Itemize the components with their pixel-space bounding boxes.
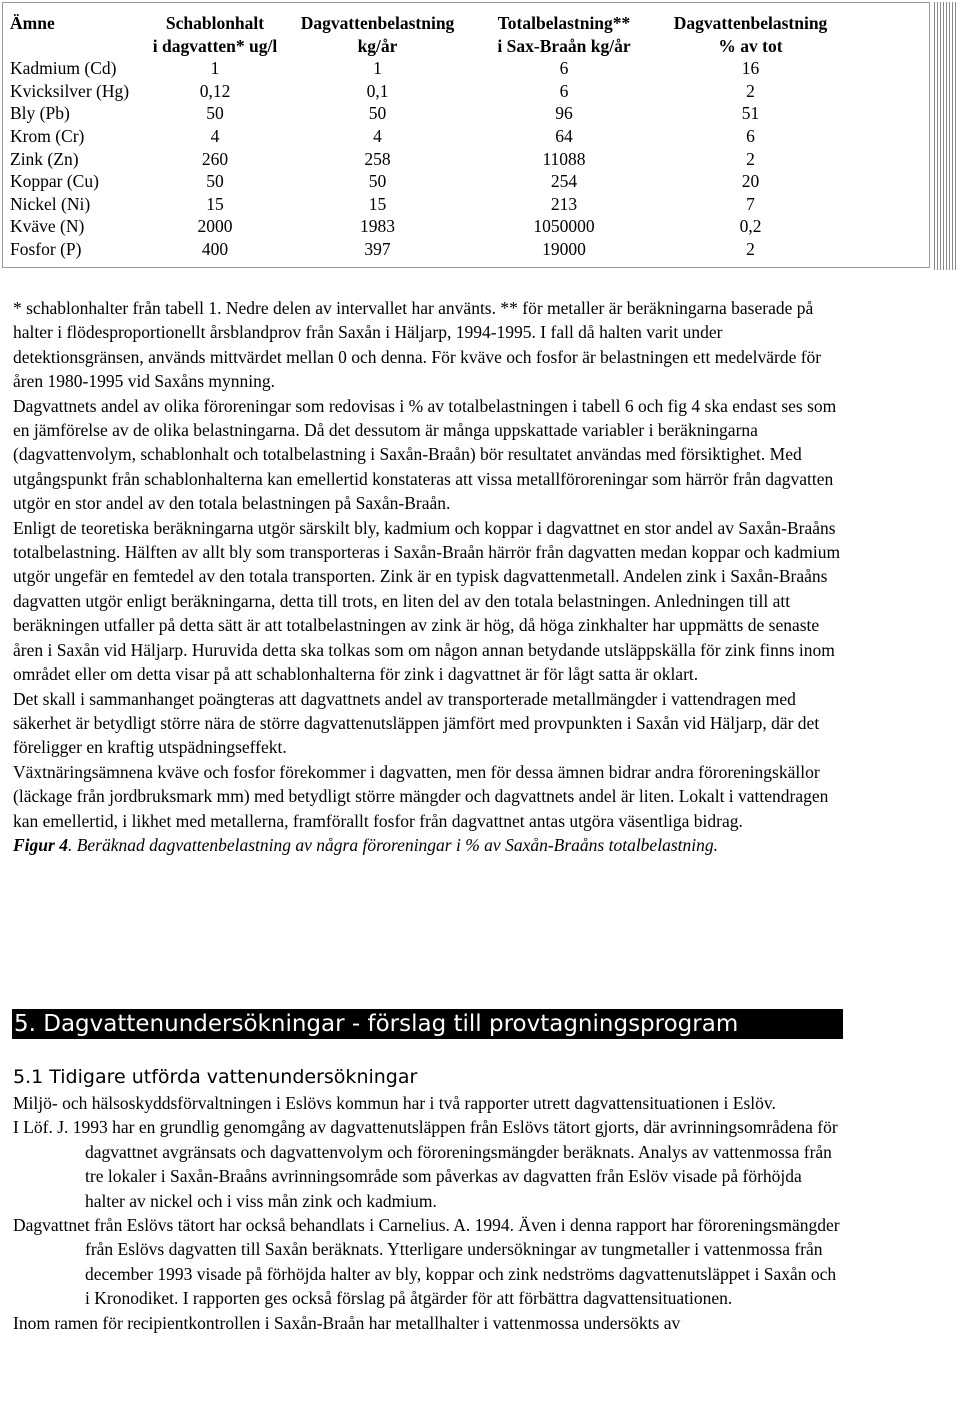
- cell: 2: [746, 80, 755, 101]
- cell: 6: [746, 125, 755, 146]
- cell: 2000: [197, 216, 233, 237]
- cell: 1983: [360, 216, 395, 237]
- table-row: [10, 193, 843, 216]
- reference-item: I Löf. J. 1993 har en grundlig genomgång av dagvattenutsläppen från Eslövs tätort gjorts, där avrinningsområdena för dagvattnet avgränsats och dagvattenvolym och föroreningsmängder beräknats. Analys av vattenmossa från tre lokaler i Saxån-Braåns avrinningsområde som påverkas av dagvatten från Eslöv visade på förhöjda halter av nickel och i viss mån zink och kadmium.: [13, 1117, 838, 1211]
- cell: 50: [368, 103, 387, 124]
- table-row: [10, 125, 843, 148]
- header-procent: Dagvattenbelastning % av tot: [673, 13, 828, 56]
- header-amne: Ämne: [10, 13, 55, 33]
- table-row: [10, 170, 843, 193]
- table-row: [10, 215, 843, 238]
- body-paragraph: Växtnäringsämnena kväve och fosfor förekommer i dagvatten, men för dessa ämnen bidrar andra föroreningskällor (läckage från jordbruksmark mm) med betydligt större mängder och dagvattnets andel är liten. Lokalt i vattendragen kan emellertid, i likhet med metallerna, framförallt fosfor från dagvattnet antas utgöra väsentliga bidrag.: [13, 761, 829, 831]
- cell: 96: [555, 103, 573, 124]
- footnote-paragraph: * schablonhalter från tabell 1. Nedre delen av intervallet har använts. ** för metaller är beräkningarna baserade på halter i flödesproportionellt årsblandprov från Saxån i Häljarp, 1994-1995. I fall då halten varit under detektionsgränsen, används mittvärdet mellan 0 och denna. För kväve och fosfor är belastningen ett medelvärde för åren 1980-1995 vid Saxåns mynning.: [13, 298, 822, 392]
- cell: 15: [368, 193, 387, 214]
- figure-caption: [13, 833, 843, 857]
- cell: 11088: [542, 148, 586, 169]
- table-row: [10, 102, 843, 125]
- cell: 2: [746, 148, 755, 169]
- cell: Kadmium (Cd): [10, 58, 117, 79]
- cell: Krom (Cr): [10, 125, 85, 146]
- table-header-row: [10, 12, 843, 57]
- cell: 16: [741, 58, 760, 79]
- cell: 1050000: [533, 216, 595, 237]
- cell: 1: [373, 58, 382, 79]
- figure-caption-text: . Beräknad dagvattenbelastning av några föroreningar i % av Saxån-Braåns totalbelastning.: [67, 834, 718, 855]
- pollution-table: [10, 12, 843, 261]
- cell: Koppar (Cu): [10, 171, 99, 192]
- cell: 260: [201, 148, 229, 169]
- section-heading: 5. Dagvattenundersökningar - förslag till provtagningsprogram: [12, 1009, 843, 1039]
- cell: 50: [206, 103, 224, 124]
- cell: 258: [364, 148, 391, 169]
- cell: 7: [746, 193, 755, 214]
- table-row: [10, 80, 843, 103]
- reference-item: Inom ramen för recipientkontrollen i Saxån-Braån har metallhalter i vattenmossa undersökts av: [13, 1312, 681, 1333]
- cell: Fosfor (P): [10, 238, 82, 259]
- header-schablonhalt: Schablonhalt i dagvatten* ug/l: [152, 13, 278, 56]
- cell: 1: [210, 58, 220, 79]
- cell: 4: [373, 125, 382, 146]
- cell: 15: [206, 193, 224, 214]
- cell: 0,12: [199, 80, 231, 101]
- cell: 6: [559, 80, 569, 101]
- cell: Nickel (Ni): [10, 193, 91, 214]
- reference-item: Miljö- och hälsoskyddsförvaltningen i Eslövs kommun har i två rapporter utrett dagvattensituationen i Eslöv.: [13, 1093, 776, 1113]
- cell: 50: [368, 171, 387, 192]
- figure-label: Figur 4: [13, 834, 68, 855]
- table-row: [10, 57, 843, 80]
- cell: 6: [559, 58, 569, 79]
- cell: 254: [550, 171, 578, 192]
- cell: 20: [741, 171, 760, 192]
- cell: 0,2: [739, 216, 762, 237]
- reference-item: Dagvattnet från Eslövs tätort har också behandlats i Carnelius. A. 1994. Även i denna rapport har föroreningsmängder från Eslövs dagvatten till Saxån beräknats. Ytterligare undersökningar av tungmetaller i vattenmossa från december 1993 visade på förhöjda halter av bly, koppar och zink nedströms dagvattenutsläppet i Saxån och i Kronodiket. I rapporten ges också förslag på åtgärder för att förbättra dagvattensituationen.: [13, 1215, 840, 1309]
- cell: 400: [201, 238, 229, 259]
- cell: 19000: [542, 238, 586, 259]
- subsection-heading: 5.1 Tidigare utförda vattenundersökningar: [13, 1066, 418, 1088]
- table-row: [10, 148, 843, 171]
- body-text: [13, 296, 843, 857]
- table-row: [10, 238, 843, 261]
- cell: 213: [550, 193, 578, 214]
- cell: 50: [206, 171, 224, 192]
- cell: 4: [210, 125, 220, 146]
- body-paragraph: Det skall i sammanhanget poängteras att dagvattnets andel av transporterade metallmängder i vattendragen med säkerhet är betydligt större nära de större dagvattenutsläppen jämfört med provpunkten i Saxån vid Häljarp, där det föreligger en kraftig utspädningseffekt.: [13, 688, 820, 758]
- cell: Kvicksilver (Hg): [10, 80, 130, 101]
- cell: 0,1: [366, 80, 389, 101]
- reference-list: [13, 1091, 843, 1335]
- page-edge-stripes: [934, 2, 958, 270]
- body-paragraph: Enligt de teoretiska beräkningarna utgör särskilt bly, kadmium och koppar i dagvattnet en stor andel av Saxån-Braåns totalbelastning. Hälften av allt bly som transporteras i Saxån-Braån härrör från dagvatten medan koppar och kadmium utgör ungefär en femtedel av den totala transporten. Zink är en typisk dagvattenmetall. Andelen zink i Saxån-Braåns dagvatten utgör enligt beräkningarna, detta till trots, en liten del av den totala belastningen. Anledningen till att beräkningen utfaller på detta sätt är att totalbelastningen av zink är hög, då höga zinkhalter har uppmätts de senaste åren i Saxån vid Häljarp. Huruvida detta ska tolkas som om någon annan betydande utsläppskälla för zink finns inom området eller om detta visar på att schablonhalterna för zink i dagvattnet är för lågt satta är oklart.: [13, 517, 841, 685]
- cell: Bly (Pb): [10, 103, 70, 124]
- cell: Zink (Zn): [10, 148, 79, 169]
- cell: 397: [364, 238, 391, 259]
- header-totalbelastning: Totalbelastning** i Sax-Braån kg/år: [497, 13, 631, 56]
- cell: 2: [746, 238, 755, 259]
- header-dagvattenbelastning: Dagvattenbelastning kg/år: [300, 13, 455, 56]
- cell: 51: [741, 103, 760, 124]
- body-paragraph: Dagvattnets andel av olika föroreningar som redovisas i % av totalbelastningen i tabell 6 och fig 4 ska endast ses som en jämförelse av de olika belastningarna. Då det dessutom är många uppskattade variabler i beräkningarna (dagvattenvolym, schablonhalt och totalbelastning i Saxån-Braån) bör resultatet användas med försiktighet. Med utgångspunkt från schablonhalterna kan emellertid konstateras att vissa metallföroreningar som härrör från dagvatten utgör en stor andel av den totala belastningen på Saxån-Braån.: [13, 395, 837, 514]
- cell: 64: [555, 125, 573, 146]
- cell: Kväve (N): [10, 216, 85, 237]
